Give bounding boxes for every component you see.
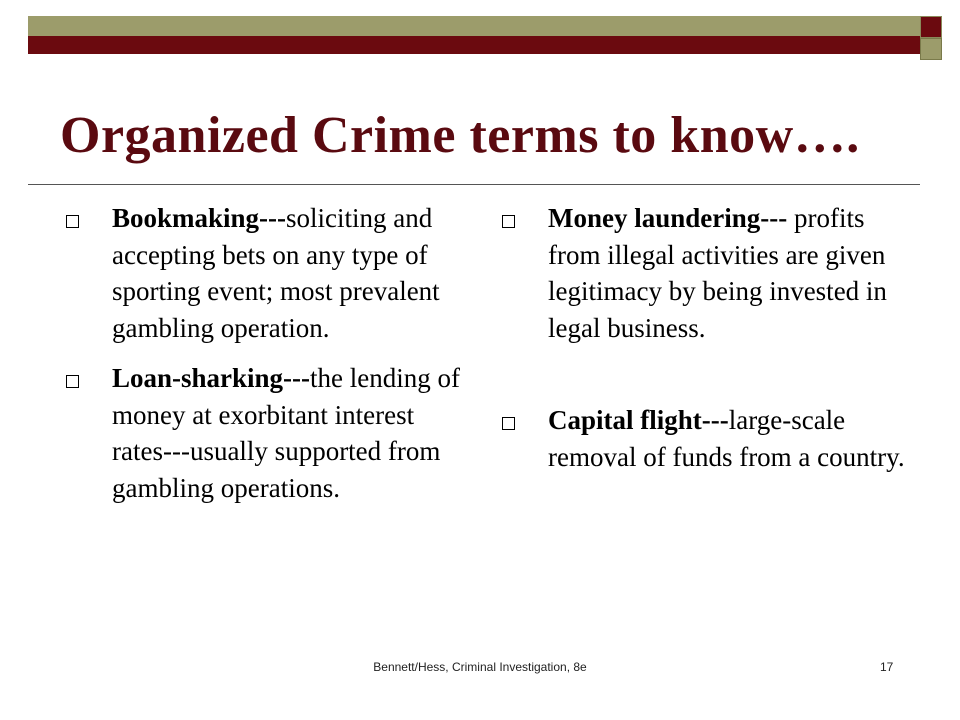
bullet-capital-flight (496, 402, 916, 475)
bullet-term: Money laundering--- (548, 203, 788, 233)
page-number: 17 (880, 660, 894, 674)
title-divider (28, 184, 920, 185)
corner-square-dark (920, 16, 942, 38)
bullet-definition: large-scale removal of funds from a country. (548, 405, 905, 472)
bullet-definition: profits from illegal activities are given legitimacy by being invested in legal business. (548, 203, 887, 343)
square-bullet-icon (502, 215, 515, 228)
bullet-bookmaking (60, 200, 460, 346)
bullet-definition: soliciting and accepting bets on any type of sporting event; most prevalent gambling operation. (112, 203, 440, 343)
square-bullet-icon (66, 375, 79, 388)
bullet-definition: the lending of money at exorbitant interest rates---usually supported from gambling operations. (112, 363, 460, 503)
slide-footer: Bennett/Hess, Criminal Investigation, 8e (373, 660, 587, 674)
top-decor-bar-olive (28, 16, 942, 36)
slide-title: Organized Crime terms to know…. (60, 107, 860, 164)
bullet-spacer (496, 360, 916, 402)
bullet-loan-sharking (60, 360, 460, 506)
bullet-term: Loan-sharking--- (112, 363, 311, 393)
left-column (60, 200, 460, 520)
bullet-term: Capital flight--- (548, 405, 729, 435)
bullet-term: Bookmaking--- (112, 203, 287, 233)
square-bullet-icon (66, 215, 79, 228)
square-bullet-icon (502, 417, 515, 430)
bullet-money-laundering (496, 200, 916, 346)
right-column (496, 200, 916, 489)
top-decor-bar-dark (28, 36, 942, 54)
corner-square-olive (920, 38, 942, 60)
